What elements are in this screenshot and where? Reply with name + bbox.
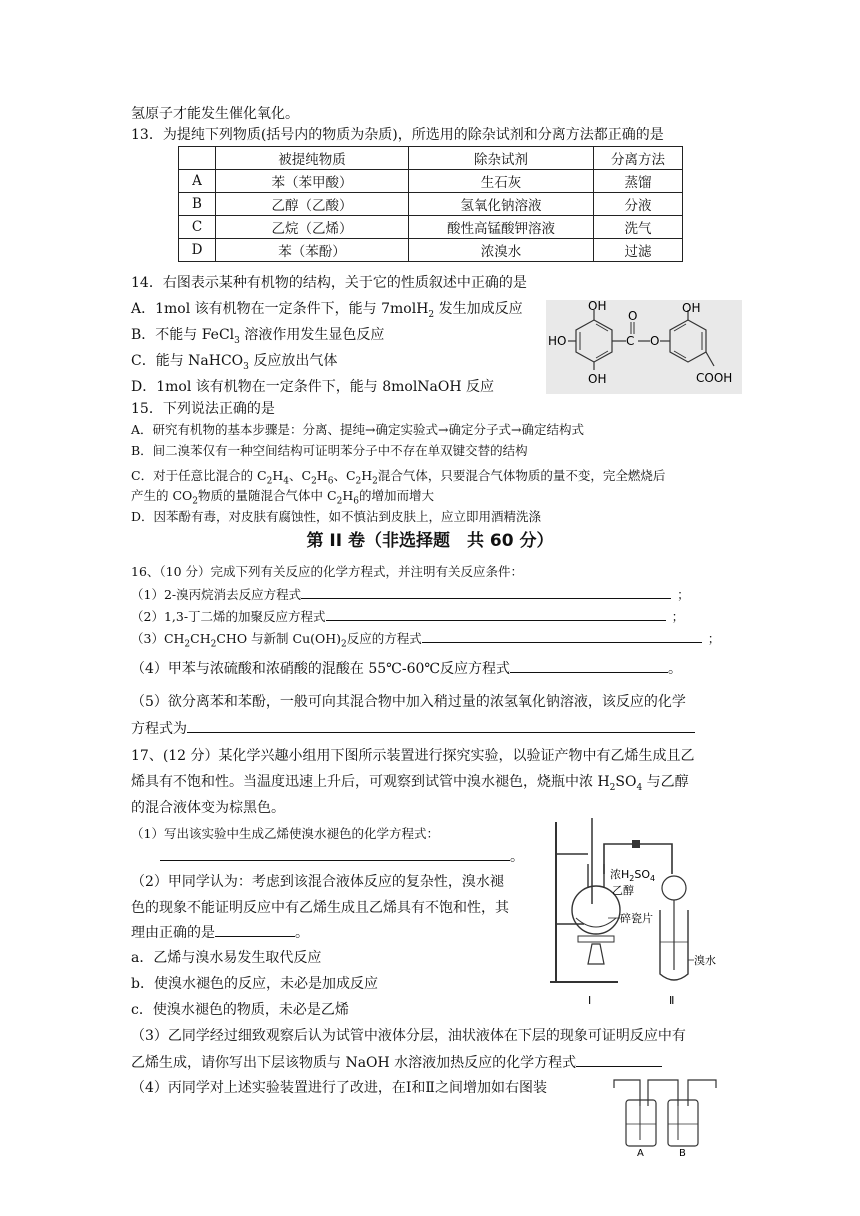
text: 乙烯生成，请你写出下层该物质与 NaOH 水溶液加热反应的化学方程式 (131, 1055, 577, 1071)
table-cell: 分液 (594, 193, 683, 216)
table-cell: 蒸馏 (594, 170, 683, 193)
apparatus-figure (548, 814, 726, 1010)
subscript: 2 (266, 476, 273, 487)
molecule-structure-figure (546, 300, 742, 394)
text: B．不能与 FeCl (131, 327, 235, 343)
text: C．对于任意比混合的 C (131, 468, 267, 483)
ho-label: HO (548, 334, 567, 348)
answer-blank[interactable] (576, 1052, 662, 1067)
text: CHO 与新制 Cu(OH) (216, 631, 342, 646)
bottle-label-a: A (637, 1148, 644, 1158)
table-cell: 苯（苯甲酸） (216, 170, 409, 193)
table-header-cell: 分离方法 (594, 147, 683, 170)
table-header-cell: 除杂试剂 (409, 147, 594, 170)
text: ； (671, 609, 685, 624)
washing-bottles-figure (610, 1076, 720, 1158)
table-cell: 洗气 (594, 216, 683, 239)
text: （1）2-溴丙烷消去反应方程式 (131, 587, 302, 602)
subscript: 6 (327, 476, 334, 487)
text: CH (190, 631, 211, 646)
table-row (179, 239, 683, 262)
subscript: 2 (428, 309, 435, 320)
apparatus-label-ii: Ⅱ (669, 994, 675, 1007)
q16-stem: 16、（10 分）完成下列有关反应的化学方程式，并注明有关反应条件： (131, 564, 524, 579)
q17-stem-line-1: 17、(12 分）某化学兴趣小组用下图所示装置进行探究实验，以验证产物中有乙烯生成且乙 (131, 748, 695, 764)
q14-option-a (131, 299, 523, 325)
oh-label: OH (588, 372, 607, 386)
subscript: 3 (234, 335, 240, 346)
intro-tail: 氢原子才能发生催化氧化。 (131, 106, 299, 122)
q14-option-b (131, 325, 384, 351)
table-row (179, 216, 683, 239)
text: 产生的 CO (131, 488, 193, 503)
table-cell: 过滤 (594, 239, 683, 262)
table-cell: C (179, 216, 216, 239)
text: （3）CH (131, 631, 185, 646)
text: H (361, 468, 373, 483)
cooh-label: COOH (696, 371, 733, 385)
q13-stem: 13．为提纯下列物质(括号内的物质为杂质)，所选用的除杂试剂和分离方法都正确的是 (131, 127, 664, 143)
q15-stem: 15．下列说法正确的是 (131, 401, 275, 417)
table-row (179, 193, 683, 216)
answer-blank[interactable] (326, 606, 666, 621)
subscript: 6 (353, 496, 359, 507)
subscript: 2 (355, 476, 362, 487)
q15-option-d: D．因苯酚有毒，对皮肤有腐蚀性，如不慎沾到皮肤上，应立即用酒精洗涤 (131, 509, 542, 524)
subscript: 4 (636, 782, 643, 793)
q16-part-1 (131, 584, 690, 605)
text: 物质的量随混合气体中 C (198, 488, 337, 503)
answer-blank[interactable] (215, 922, 295, 937)
oh-label: OH (588, 300, 607, 313)
bottle-label-b: B (679, 1148, 686, 1158)
answer-blank[interactable] (510, 658, 668, 673)
subscript: 2 (336, 496, 343, 507)
q17-option-a: a．乙烯与溴水易发生取代反应 (131, 950, 322, 966)
q17-part-2-line-1: （2）甲同学认为：考虑到该混合液体反应的复杂性，溴水褪 (131, 874, 504, 890)
q17-part-3-line-2 (131, 1052, 662, 1073)
section-heading: 第 II 卷（非选择题 共 60 分） (306, 531, 554, 551)
text: H (316, 468, 328, 483)
table-cell: A (179, 170, 216, 193)
q17-part-1-answer (160, 846, 524, 867)
q17-option-b: b．使溴水褪色的反应，未必是加成反应 (131, 976, 378, 992)
answer-blank[interactable] (422, 628, 702, 643)
table-cell: 乙烷（乙烯） (216, 216, 409, 239)
q17-part-1: （1）写出该实验中生成乙烯使溴水褪色的化学方程式： (131, 826, 439, 841)
table-cell: 乙醇（乙酸） (216, 193, 409, 216)
q17-stem-line-2 (131, 772, 689, 798)
text: 发生加成反应 (434, 301, 523, 317)
table-cell: 氢氧化钠溶液 (409, 193, 594, 216)
table-header-cell (179, 147, 216, 170)
subscript: 2 (372, 476, 378, 487)
q14-option-c (131, 351, 337, 377)
text: 反应的方程式 (346, 631, 422, 646)
text: 溶液作用发生显色反应 (239, 327, 385, 343)
q13-table (178, 146, 683, 262)
text: 理由正确的是 (131, 925, 215, 941)
q15-option-b: B．间二溴苯仅有一种空间结构可证明苯分子中不存在单双键交替的结构 (131, 443, 528, 458)
q16-part-4 (131, 658, 682, 679)
ester-oxygen-label: O (650, 334, 660, 348)
porcelain-chips-label: 碎瓷片 (620, 912, 653, 925)
ethanol-label: 乙醇 (612, 884, 634, 897)
text: C．能与 NaHCO (131, 353, 244, 369)
reagent-label: 浓$H_2SO_4$ (610, 868, 656, 883)
subscript: 2 (210, 639, 217, 650)
text: 、C (333, 468, 356, 483)
q16-part-2 (131, 606, 684, 627)
subscript: 2 (184, 639, 191, 650)
table-cell: 苯（苯酚） (216, 239, 409, 262)
text: 的增加而增大 (358, 488, 434, 503)
q17-part-2-line-3 (131, 922, 309, 943)
q15-option-a: A．研究有机物的基本步骤是：分离、提纯→确定实验式→确定分子式→确定结构式 (131, 422, 584, 437)
table-cell: 生石灰 (409, 170, 594, 193)
table-cell: 浓溴水 (409, 239, 594, 262)
subscript: 4 (283, 476, 289, 487)
q17-part-3-line-1: （3）乙同学经过细致观察后认为试管中液体分层，油状液体在下层的现象可证明反应中有 (131, 1028, 686, 1044)
bromine-water-label: 溴水 (694, 954, 716, 967)
text: （2）1,3-丁二烯的加聚反应方程式 (131, 609, 326, 624)
text: 。 (510, 849, 524, 865)
q14-option-d: D．1mol 该有机物在一定条件下，能与 8molNaOH 反应 (131, 379, 495, 395)
carbonyl-oxygen-label: O (628, 309, 638, 323)
text: SO (615, 774, 637, 790)
table-cell: 酸性高锰酸钾溶液 (409, 216, 594, 239)
subscript: 2 (341, 639, 347, 650)
table-header-row (179, 147, 683, 170)
q17-option-c: c．使溴水褪色的物质，未必是乙烯 (131, 1002, 349, 1018)
text: H (342, 488, 354, 503)
text: 、C (288, 468, 312, 483)
text: A．1mol 该有机物在一定条件下，能与 7molH (131, 301, 429, 317)
q17-part-2-line-2: 色的现象不能证明反应中有乙烯生成且乙烯具有不饱和性，其 (131, 900, 509, 916)
table-cell: B (179, 193, 216, 216)
q14-stem: 14．右图表示某种有机物的结构，关于它的性质叙述中正确的是 (131, 275, 527, 291)
text: 烯具有不饱和性。当温度迅速上升后，可观察到试管中溴水褪色，烧瓶中浓 H (131, 774, 610, 790)
carbon-label: C (626, 334, 635, 348)
table-cell: D (179, 239, 216, 262)
q16-part-5-cont (131, 718, 695, 739)
subscript: 3 (243, 361, 249, 372)
answer-blank[interactable] (187, 718, 695, 733)
text: 。 (295, 925, 309, 941)
subscript: 2 (609, 782, 616, 793)
table-header-cell: 被提纯物质 (216, 147, 409, 170)
q17-part-4: （4）丙同学对上述实验装置进行了改进，在Ⅰ和Ⅱ之间增加如右图装 (131, 1080, 547, 1096)
q16-part-3 (131, 628, 720, 655)
text: ； (707, 631, 721, 646)
answer-blank[interactable] (160, 846, 510, 861)
table-row (179, 170, 683, 193)
subscript: 2 (192, 496, 199, 507)
text: 反应放出气体 (248, 353, 338, 369)
text: H (272, 468, 284, 483)
apparatus-label-i: Ⅰ (588, 994, 592, 1007)
text: 混合气体，只要混合气体物质的量不变，完全燃烧后 (377, 468, 666, 483)
text: 与乙醇 (642, 774, 689, 790)
text: ； (677, 587, 690, 602)
q16-part-5: （5）欲分离苯和苯酚，一般可向其混合物中加入稍过量的浓氢氧化钠溶液，该反应的化学 (131, 694, 686, 710)
text: （4）甲苯与浓硫酸和浓硝酸的混酸在 55℃-60℃反应方程式 (131, 661, 511, 677)
q17-stem-line-3: 的混合液体变为棕黑色。 (131, 800, 285, 816)
answer-blank[interactable] (301, 584, 671, 599)
oh-label: OH (682, 301, 701, 315)
text: 。 (668, 661, 683, 677)
subscript: 2 (311, 476, 317, 487)
text: 方程式为 (131, 721, 187, 737)
